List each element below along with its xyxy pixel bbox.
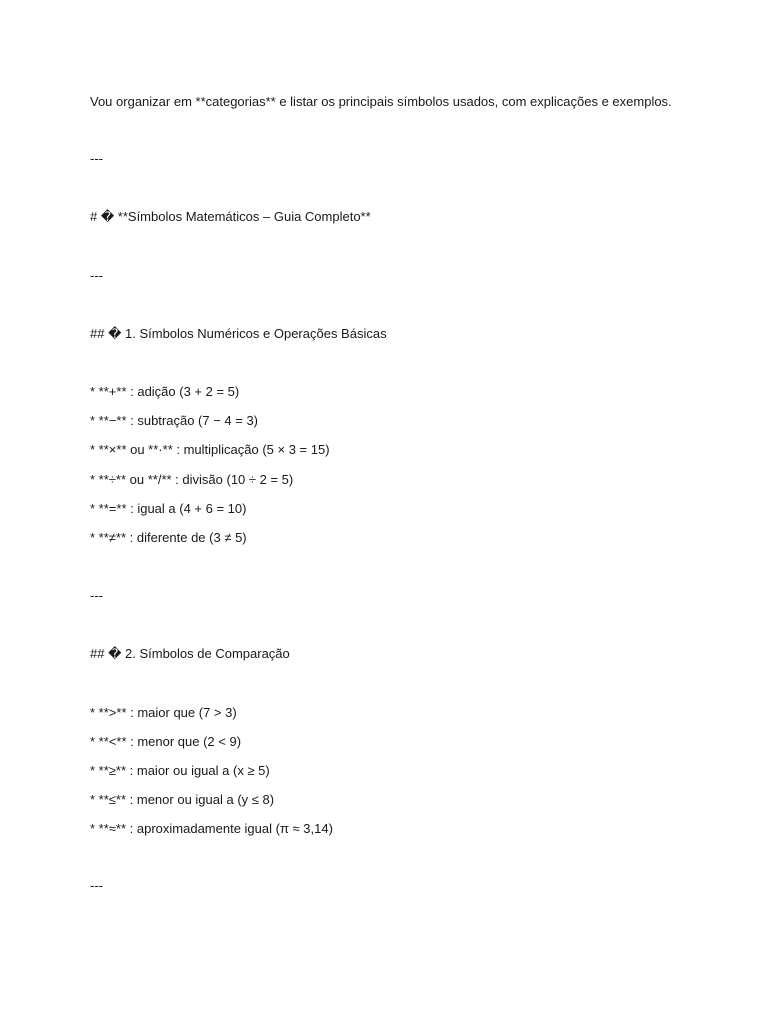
section-heading-basic-operations: ## � 1. Símbolos Numéricos e Operações Básicas xyxy=(90,326,387,341)
list-item: * **÷** ou **/** : divisão (10 ÷ 2 = 5) xyxy=(90,472,294,487)
section-heading-comparison: ## � 2. Símbolos de Comparação xyxy=(90,646,290,661)
horizontal-rule-text: --- xyxy=(90,588,103,603)
horizontal-rule-text: --- xyxy=(90,878,103,893)
list-item: * **×** ou **·** : multiplicação (5 × 3 = 15) xyxy=(90,442,330,457)
main-heading: # � **Símbolos Matemáticos – Guia Completo** xyxy=(90,209,371,224)
list-item: * **−** : subtração (7 − 4 = 3) xyxy=(90,413,259,428)
intro-paragraph: Vou organizar em **categorias** e listar os principais símbolos usados, com explicações e exemplos. xyxy=(90,94,672,109)
list-item: * **+** : adição (3 + 2 = 5) xyxy=(90,384,240,399)
list-item: * **<** : menor que (2 < 9) xyxy=(90,734,242,749)
list-item: * **>** : maior que (7 > 3) xyxy=(90,705,237,720)
list-item: * **≠** : diferente de (3 ≠ 5) xyxy=(90,530,247,545)
horizontal-rule-text: --- xyxy=(90,151,103,166)
list-item: * **≈** : aproximadamente igual (π ≈ 3,14) xyxy=(90,821,333,836)
list-item: * **≥** : maior ou igual a (x ≥ 5) xyxy=(90,763,270,778)
horizontal-rule-text: --- xyxy=(90,268,103,283)
list-item: * **=** : igual a (4 + 6 = 10) xyxy=(90,501,247,516)
list-item: * **≤** : menor ou igual a (y ≤ 8) xyxy=(90,792,275,807)
